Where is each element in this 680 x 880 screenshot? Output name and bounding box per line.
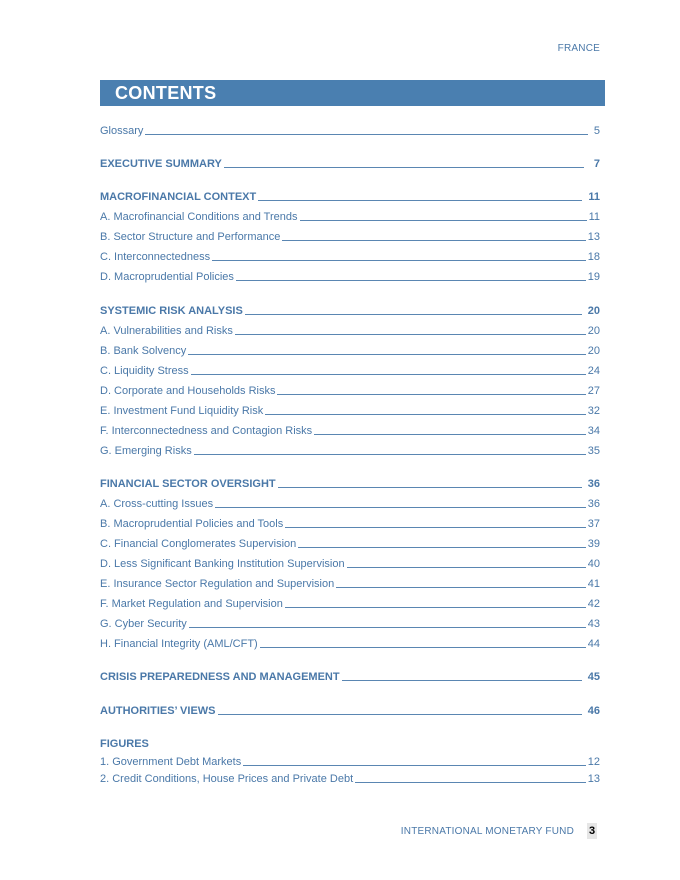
toc-entry-label: FINANCIAL SECTOR OVERSIGHT — [100, 478, 276, 490]
toc-entry-label: B. Bank Solvency — [100, 345, 187, 357]
toc-leader-line — [245, 313, 582, 315]
toc-entry-label: H. Financial Integrity (AML/CFT) — [100, 638, 258, 650]
toc-entry-page: 18 — [587, 251, 600, 263]
toc-entry[interactable] — [100, 555, 600, 571]
toc-leader-line — [278, 486, 582, 488]
toc-leader-line — [236, 279, 586, 281]
toc-entry-label: D. Corporate and Households Risks — [100, 385, 276, 397]
toc-entry[interactable] — [100, 595, 600, 611]
toc-entry-label: A. Cross-cutting Issues — [100, 498, 214, 510]
toc-entry-page: 36 — [587, 478, 600, 490]
toc-leader-line — [212, 259, 586, 261]
toc-entry-label: CRISIS PREPAREDNESS AND MANAGEMENT — [100, 671, 340, 683]
toc-entry-label: B. Macroprudential Policies and Tools — [100, 518, 284, 530]
toc-entry[interactable] — [100, 248, 600, 264]
toc-entry[interactable] — [100, 382, 600, 398]
toc-entry[interactable] — [100, 668, 600, 684]
toc-entry[interactable] — [100, 615, 600, 631]
toc-entry[interactable] — [100, 302, 600, 318]
toc-entry[interactable] — [100, 515, 600, 531]
running-header-country: FRANCE — [557, 43, 600, 54]
toc-entry-label: B. Sector Structure and Performance — [100, 231, 281, 243]
toc-leader-line — [218, 713, 582, 715]
toc-entry[interactable] — [100, 122, 600, 138]
toc-entry-label: D. Less Significant Banking Institution Supervision — [100, 558, 345, 570]
toc-entry-label: F. Market Regulation and Supervision — [100, 598, 283, 610]
toc-leader-line — [277, 393, 585, 395]
toc-leader-line — [298, 546, 585, 548]
toc-entry[interactable] — [100, 702, 600, 718]
toc-entry[interactable] — [100, 575, 600, 591]
toc-leader-line — [145, 133, 588, 135]
toc-entry-label: 1. Government Debt Markets — [100, 756, 242, 768]
toc-entry-page: 41 — [587, 578, 600, 590]
toc-entry-page: 5 — [593, 125, 600, 137]
toc-entry-page: 40 — [587, 558, 600, 570]
toc-entry-page: 46 — [587, 705, 600, 717]
toc-entry-label: A. Vulnerabilities and Risks — [100, 325, 233, 337]
toc-entry-page: 7 — [593, 158, 600, 170]
toc-leader-line — [265, 413, 586, 415]
toc-entry-label: SYSTEMIC RISK ANALYSIS — [100, 305, 243, 317]
toc-entry-label: Glossary — [100, 125, 144, 137]
toc-entry-page: 43 — [587, 618, 600, 630]
toc-entry-label: AUTHORITIES’ VIEWS — [100, 705, 216, 717]
toc-entry-label: C. Liquidity Stress — [100, 365, 189, 377]
toc-entry-page: 34 — [587, 425, 600, 437]
toc-entry[interactable] — [100, 322, 600, 338]
toc-entry-page: 37 — [587, 518, 600, 530]
toc-entry-label: C. Interconnectedness — [100, 251, 211, 263]
toc-entry[interactable] — [100, 495, 600, 511]
toc-leader-line — [355, 781, 586, 783]
toc-leader-line — [191, 373, 586, 375]
toc-entry-label: E. Insurance Sector Regulation and Supervision — [100, 578, 335, 590]
toc-entry-label: EXECUTIVE SUMMARY — [100, 158, 222, 170]
toc-entry-page: 13 — [587, 773, 600, 785]
toc-entry-page: 42 — [587, 598, 600, 610]
toc-entry-label: G. Cyber Security — [100, 618, 187, 630]
contents-title-bar — [100, 80, 605, 106]
toc-entry[interactable] — [100, 155, 600, 171]
footer-organization: INTERNATIONAL MONETARY FUND — [400, 826, 574, 837]
toc-leader-line — [282, 239, 585, 241]
toc-entry[interactable] — [100, 422, 600, 438]
toc-entry-page: 44 — [587, 638, 600, 650]
toc-leader-line — [314, 433, 586, 435]
toc-leader-line — [300, 219, 587, 221]
toc-entry-label: F. Interconnectedness and Contagion Risks — [100, 425, 313, 437]
toc-entry[interactable] — [100, 475, 600, 491]
toc-entry-label: C. Financial Conglomerates Supervision — [100, 538, 297, 550]
toc-entry-page: 11 — [588, 191, 600, 203]
toc-entry-page: 20 — [587, 305, 600, 317]
toc-leader-line — [194, 453, 586, 455]
toc-entry-page: 32 — [587, 405, 600, 417]
toc-entry-label: A. Macrofinancial Conditions and Trends — [100, 211, 298, 223]
toc-entry[interactable] — [100, 228, 600, 244]
toc-entry-page: 24 — [587, 365, 600, 377]
toc-entry[interactable] — [100, 770, 600, 786]
toc-entry-page: 35 — [587, 445, 600, 457]
toc-leader-line — [224, 166, 584, 168]
toc-entry[interactable] — [100, 753, 600, 769]
toc-entry-label: 2. Credit Conditions, House Prices and Private Debt — [100, 773, 354, 785]
toc-entry[interactable] — [100, 208, 600, 224]
toc-entry[interactable] — [100, 362, 600, 378]
toc-entry[interactable] — [100, 535, 600, 551]
toc-leader-line — [342, 679, 582, 681]
toc-entry-page: 36 — [587, 498, 600, 510]
toc-entry-label: E. Investment Fund Liquidity Risk — [100, 405, 264, 417]
toc-entry-page: 12 — [587, 756, 600, 768]
toc-leader-line — [336, 586, 586, 588]
toc-entry-label: MACROFINANCIAL CONTEXT — [100, 191, 257, 203]
toc-entry-page: 11 — [588, 211, 600, 223]
toc-entry-page: 20 — [587, 345, 600, 357]
toc-leader-line — [260, 646, 586, 648]
toc-entry[interactable] — [100, 402, 600, 418]
toc-entry-label: G. Emerging Risks — [100, 445, 192, 457]
toc-entry-page: 39 — [587, 538, 600, 550]
toc-leader-line — [215, 506, 586, 508]
toc-leader-line — [347, 566, 586, 568]
toc-leader-line — [188, 353, 586, 355]
toc-leader-line — [235, 333, 586, 335]
toc-entry-page: 13 — [587, 231, 600, 243]
toc-leader-line — [285, 526, 586, 528]
figures-heading: FIGURES — [100, 738, 149, 750]
toc-entry-page: 20 — [587, 325, 600, 337]
toc-entry[interactable] — [100, 342, 600, 358]
toc-entry-page: 19 — [587, 271, 600, 283]
toc-leader-line — [243, 764, 586, 766]
toc-entry[interactable] — [100, 188, 600, 204]
toc-leader-line — [285, 606, 586, 608]
toc-entry[interactable] — [100, 635, 600, 651]
toc-entry-label: D. Macroprudential Policies — [100, 271, 234, 283]
toc-entry-page: 45 — [587, 671, 600, 683]
toc-entry-page: 27 — [587, 385, 600, 397]
toc-leader-line — [189, 626, 586, 628]
toc-entry[interactable] — [100, 268, 600, 284]
toc-leader-line — [258, 199, 582, 201]
contents-title: CONTENTS — [115, 83, 217, 103]
footer-page-number: 3 — [588, 825, 596, 837]
toc-entry[interactable] — [100, 442, 600, 458]
